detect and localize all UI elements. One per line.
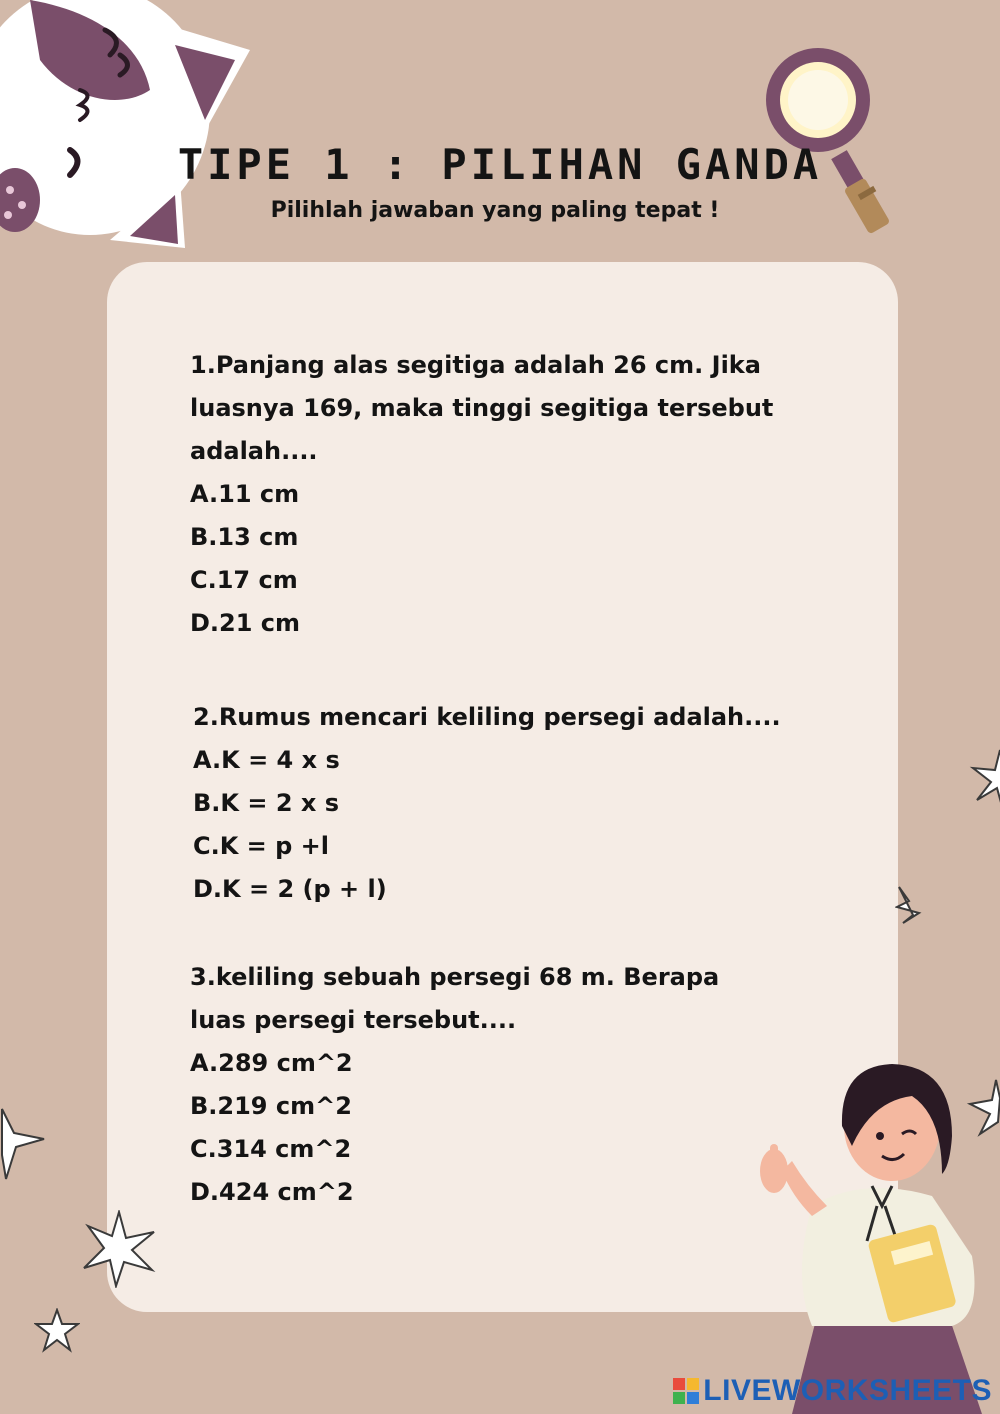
option-3a[interactable]: A.289 cm^2 <box>190 1049 353 1077</box>
star-icon <box>965 748 1000 812</box>
option-1b[interactable]: B.13 cm <box>190 523 299 551</box>
question-2-text: 2.Rumus mencari keliling persegi adalah.... <box>193 703 781 731</box>
question-3-text: 3.keliling sebuah persegi 68 m. Berapa luas persegi tersebut.... <box>190 963 720 1034</box>
option-3b[interactable]: B.219 cm^2 <box>190 1092 352 1120</box>
option-3c[interactable]: C.314 cm^2 <box>190 1135 352 1163</box>
star-icon <box>34 1308 80 1354</box>
question-1 <box>190 344 780 645</box>
page-title: TIPE 1 : PILIHAN GANDA <box>177 140 823 190</box>
question-3 <box>190 956 780 1214</box>
star-icon <box>0 1105 48 1181</box>
star-icon <box>80 1210 158 1288</box>
option-1d[interactable]: D.21 cm <box>190 609 301 637</box>
option-2b[interactable]: B.K = 2 x s <box>193 789 340 817</box>
girl-illustration <box>752 1056 1000 1414</box>
option-2d[interactable]: D.K = 2 (p + l) <box>193 875 387 903</box>
liveworksheets-watermark <box>673 1374 992 1408</box>
option-3d[interactable]: D.424 cm^2 <box>190 1178 354 1206</box>
option-1a[interactable]: A.11 cm <box>190 480 300 508</box>
option-2c[interactable]: C.K = p +l <box>193 832 330 860</box>
liveworksheets-logo-icon <box>673 1378 699 1404</box>
instruction-text: Pilihlah jawaban yang paling tepat ! <box>270 198 720 223</box>
option-1c[interactable]: C.17 cm <box>190 566 298 594</box>
question-1-text: 1.Panjang alas segitiga adalah 26 cm. Jika luasnya 169, maka tinggi segitiga tersebut adalah.... <box>190 351 774 465</box>
star-icon <box>895 885 925 925</box>
question-2 <box>193 696 783 911</box>
option-2a[interactable]: A.K = 4 x s <box>193 746 340 774</box>
liveworksheets-brand: LIVEWORKSHEETS <box>703 1374 992 1407</box>
